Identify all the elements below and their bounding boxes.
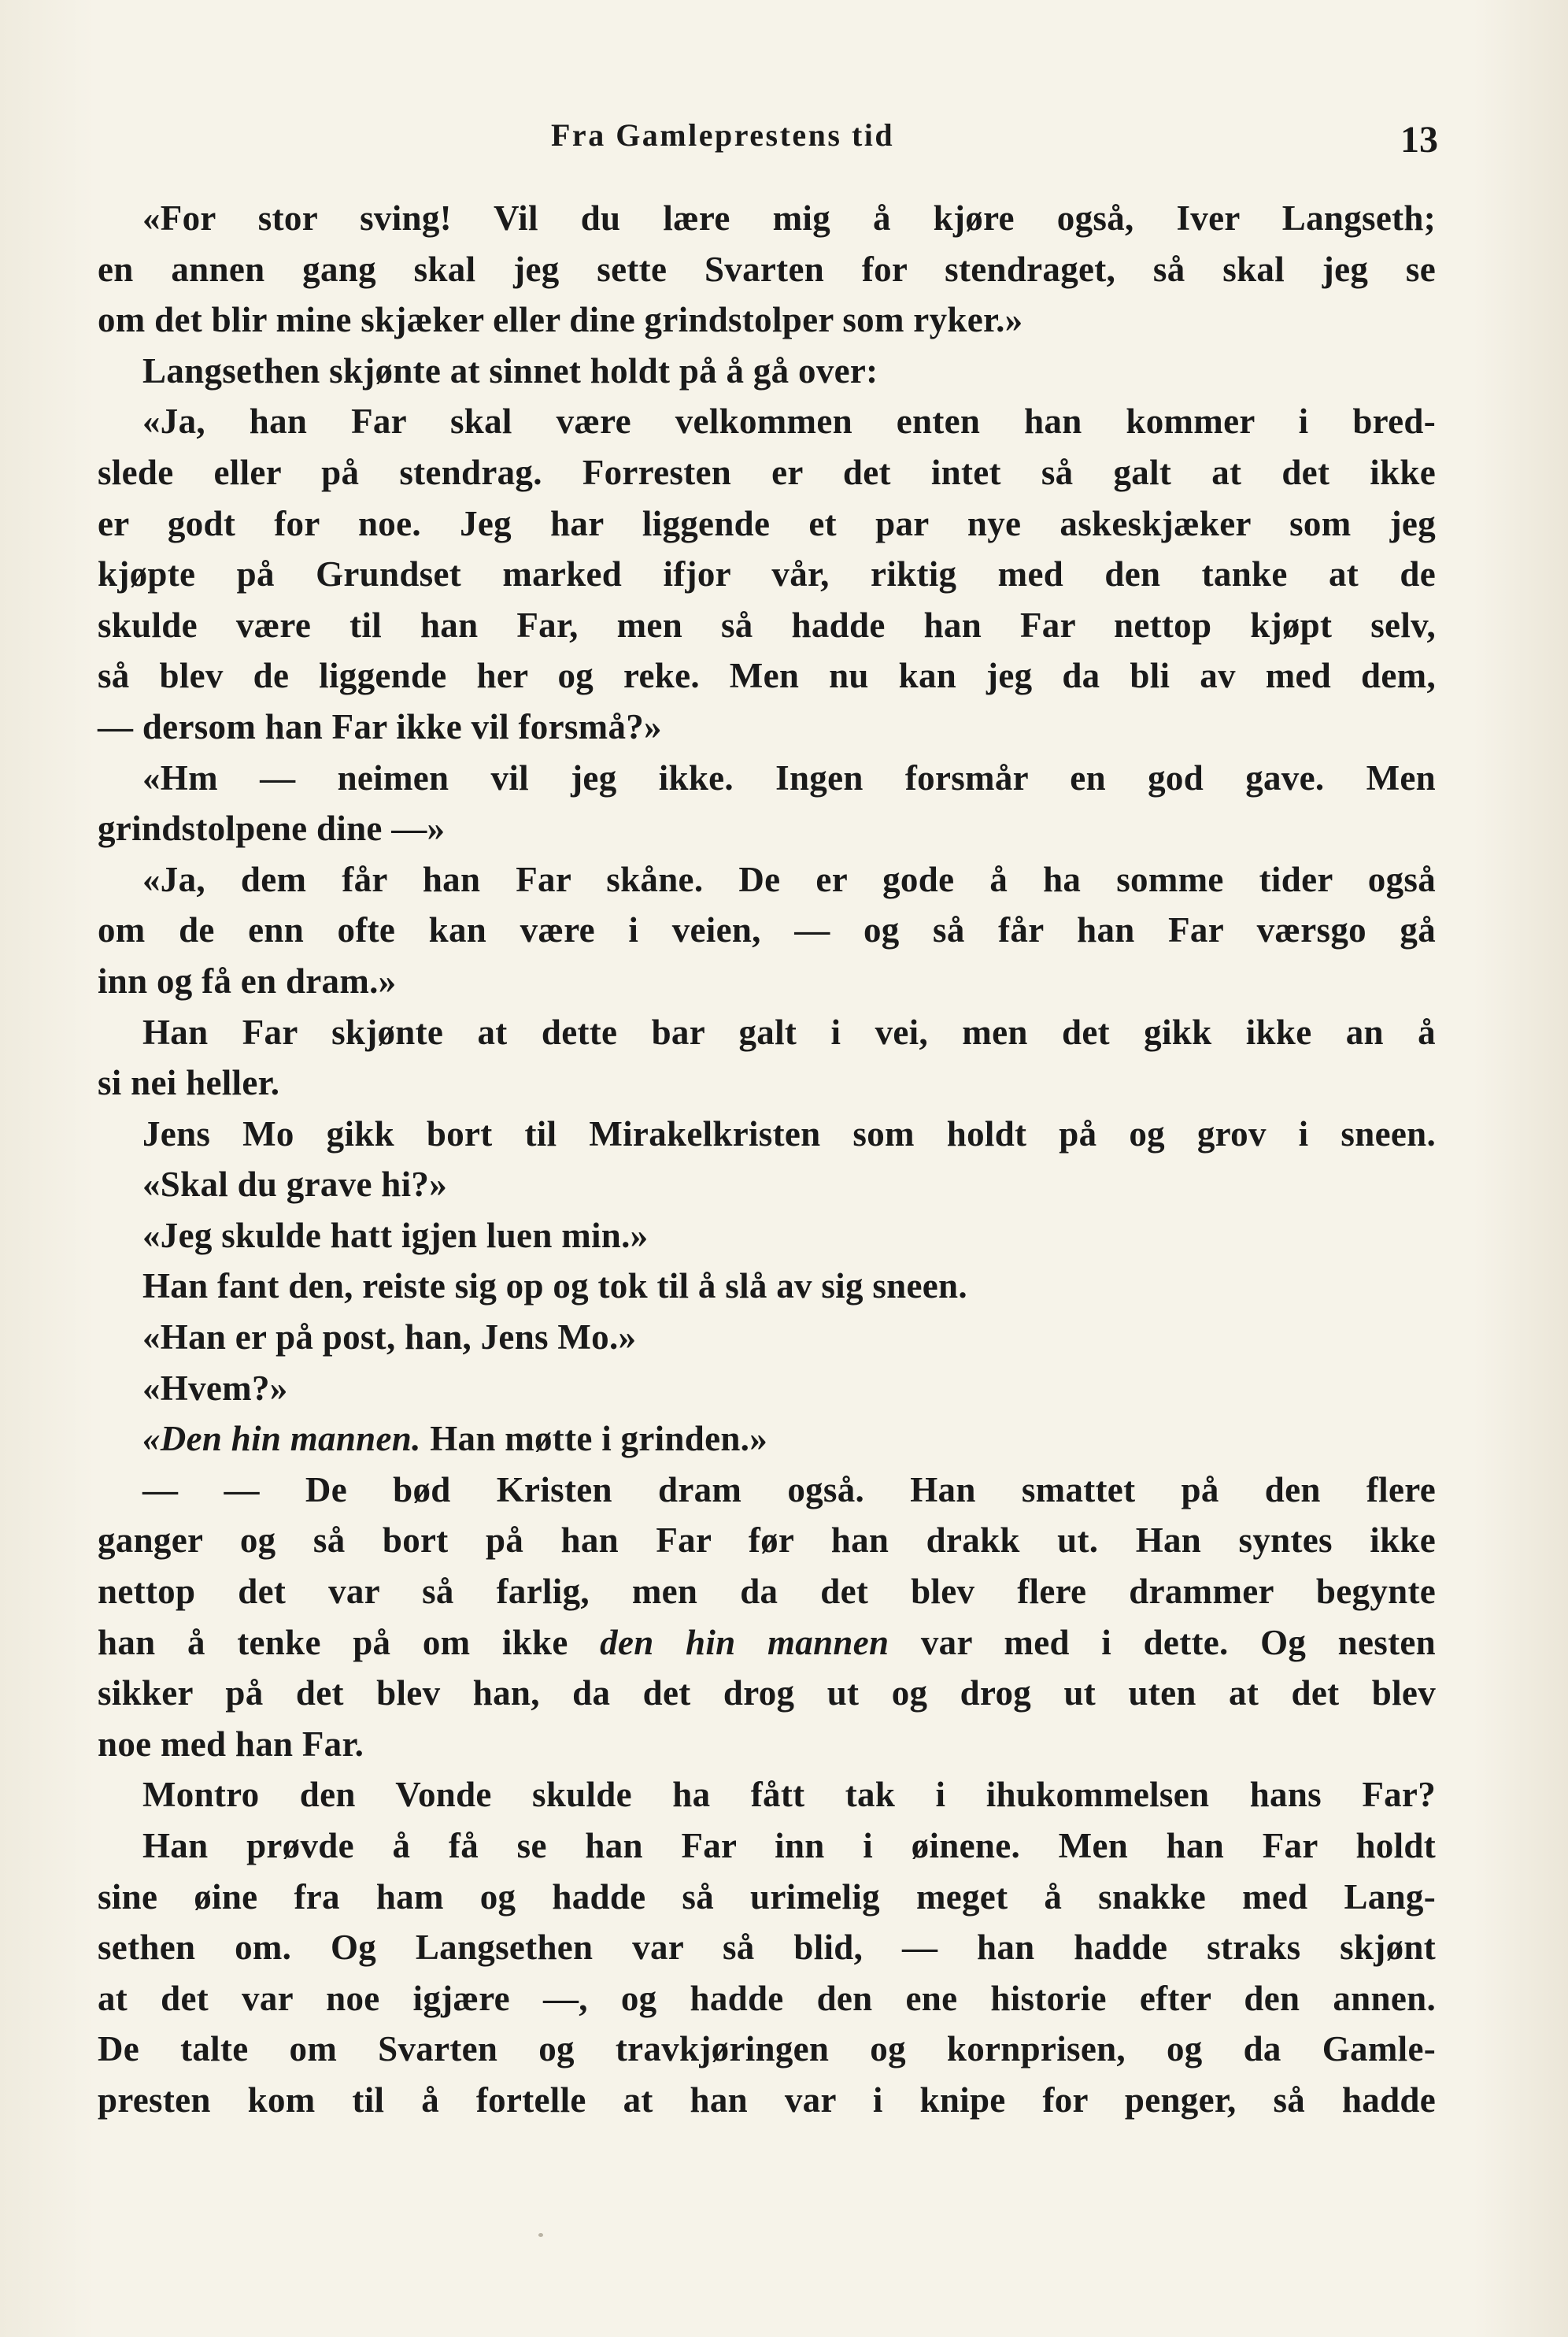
text-line: «Hm — neimen vil jeg ikke. Ingen forsmår en god gave. Men <box>142 757 1436 798</box>
text-line: så blev de liggende her og reke. Men nu kan jeg da bli av med dem, <box>98 656 1436 696</box>
text-line: at det var noe igjære —, og hadde den ene historie efter den annen. <box>98 1978 1436 2018</box>
text-line: slede eller på stendrag. Forresten er det intet så galt at det ikke <box>98 452 1436 492</box>
text-line: sine øine fra ham og hadde så urimelig meget å snakke med Lang- <box>98 1876 1436 1917</box>
text-line: «Jeg skulde hatt igjen luen min.» <box>142 1215 649 1255</box>
body-text <box>98 193 1436 2126</box>
text-line: en annen gang skal jeg sette Svarten for stendraget, så skal jeg se <box>98 249 1436 289</box>
text-line: «For stor sving! Vil du lære mig å kjøre også, Iver Langseth; <box>142 198 1436 238</box>
text-segment: Han møtte i grinden.» <box>430 1419 768 1459</box>
text-line: nettop det var så farlig, men da det blev flere drammer begynte <box>98 1572 1436 1612</box>
text-line: ganger og så bort på han Far før han drakk ut. Han syntes ikke <box>98 1520 1436 1561</box>
running-title: Fra Gamleprestens tid <box>551 117 895 153</box>
page-number: 13 <box>1400 119 1438 161</box>
text-line: si nei heller. <box>98 1063 280 1103</box>
text-line: Han Far skjønte at dette bar galt i vei, men det gikk ikke an å <box>142 1012 1436 1052</box>
text-line: — dersom han Far ikke vil forsmå?» <box>98 706 662 746</box>
text-line: «Ja, han Far skal være velkommen enten han kommer i bred- <box>142 402 1436 442</box>
text-line: Han fant den, reiste sig op og tok til å slå av sig sneen. <box>142 1266 967 1306</box>
page-header <box>98 102 1436 165</box>
text-line: er godt for noe. Jeg har liggende et par nye askeskjæker som jeg <box>98 503 1436 543</box>
text-line: «Hvem?» <box>142 1368 288 1408</box>
text-line: De talte om Svarten og travkjøringen og kornprisen, og da Gamle- <box>98 2029 1436 2069</box>
text-line <box>98 1413 1436 1465</box>
text-line: skulde være til han Far, men så hadde han Far nettop kjøpt selv, <box>98 605 1436 645</box>
text-line: kjøpte på Grundset marked ifjor vår, riktig med den tanke at de <box>98 554 1436 594</box>
text-line: Han prøvde å få se han Far inn i øinene. Men han Far holdt <box>142 1826 1436 1865</box>
paper-speck <box>538 2233 543 2237</box>
text-line: Langsethen skjønte at sinnet holdt på å gå over: <box>142 350 878 391</box>
text-line: «Skal du grave hi?» <box>142 1165 448 1205</box>
text-line: Montro den Vonde skulde ha fått tak i ihukommelsen hans Far? <box>142 1775 1436 1815</box>
text-line: sikker på det blev han, da det drog ut og drog ut uten at det blev <box>98 1673 1436 1713</box>
text-line: noe med han Far. <box>98 1724 364 1764</box>
italic-phrase: den hin mannen <box>600 1622 889 1662</box>
text-line: inn og få en dram.» <box>98 961 397 1001</box>
text-segment: var med i dette. Og nesten <box>920 1622 1436 1662</box>
text-line: sethen om. Og Langsethen var så blid, — han hadde straks skjønt <box>98 1928 1436 1968</box>
text-line: — — De bød Kristen dram også. Han smattet på den flere <box>142 1469 1436 1509</box>
text-line: «Ja, dem får han Far skåne. De er gode å ha somme tider også <box>142 859 1436 899</box>
italic-phrase: «Den hin mannen. <box>142 1419 421 1459</box>
text-line: «Han er på post, han, Jens Mo.» <box>142 1317 637 1357</box>
text-line: om de enn ofte kan være i veien, — og så får han Far værsgo gå <box>98 910 1436 950</box>
text-line: grindstolpene dine —» <box>98 809 446 849</box>
text-segment: han å tenke på om ikke <box>98 1622 568 1662</box>
text-line: Jens Mo gikk bort til Mirakelkristen som holdt på og grov i sneen. <box>142 1113 1436 1154</box>
text-line <box>98 1617 1436 1668</box>
text-line: om det blir mine skjæker eller dine grindstolper som ryker.» <box>98 300 1023 340</box>
text-line: presten kom til å fortelle at han var i knipe for penger, så hadde <box>98 2080 1436 2120</box>
